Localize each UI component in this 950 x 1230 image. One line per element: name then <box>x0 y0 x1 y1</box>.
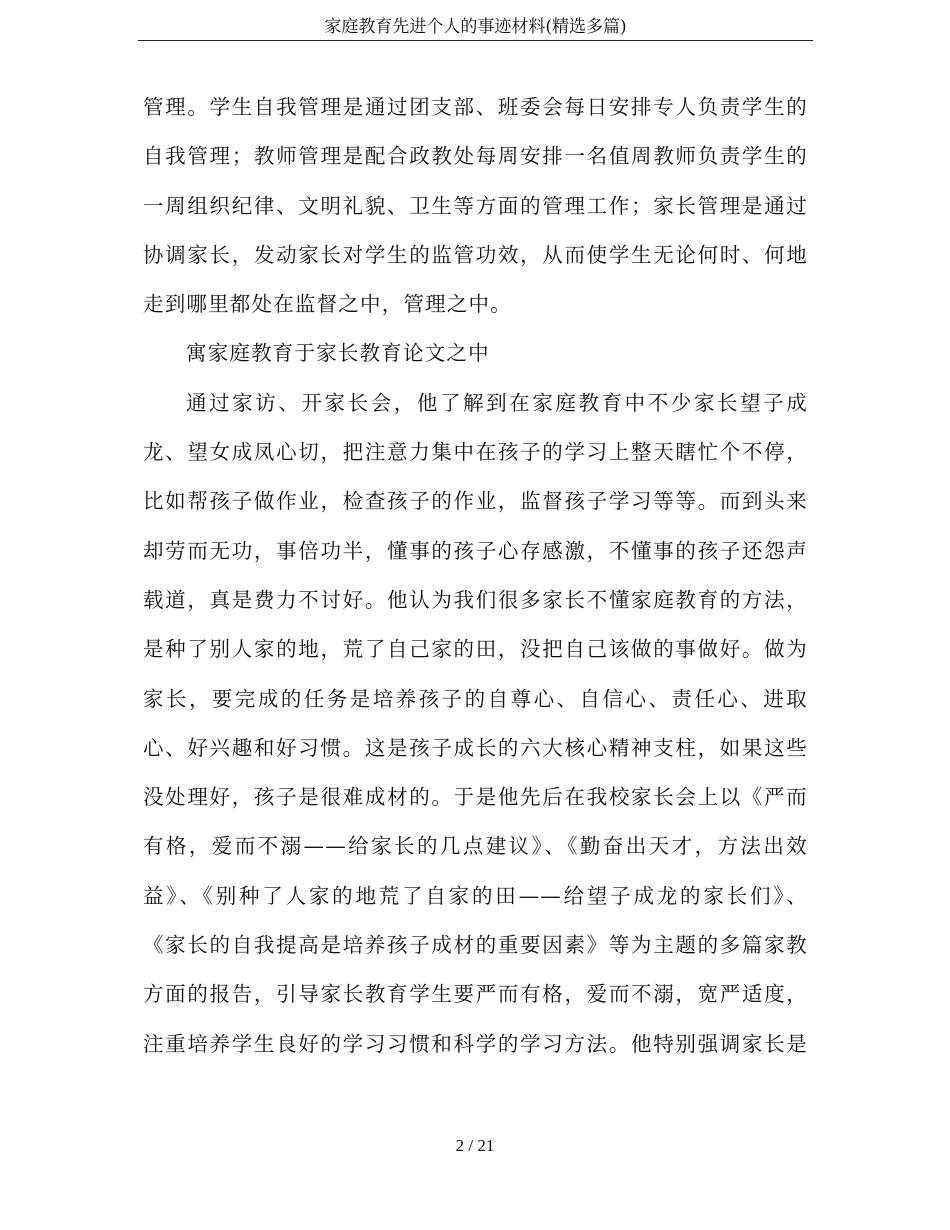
page-number: 2 / 21 <box>455 1136 495 1155</box>
body-line: 载道，真是费力不讨好。他认为我们很多家长不懂家庭教育的方法， <box>143 587 808 612</box>
body-line: 一周组织纪律、文明礼貌、卫生等方面的管理工作；家长管理是通过 <box>143 193 808 218</box>
body-line: 自我管理；教师管理是配合政教处每周安排一名值周教师负责学生的 <box>143 144 808 169</box>
body-line: 益》、《别种了人家的地荒了自家的田——给望子成龙的家长们》、 <box>143 883 808 908</box>
body-line: 注重培养学生良好的学习习惯和科学的学习方法。他特别强调家长是 <box>143 1031 808 1056</box>
body-line: 方面的报告，引导家长教育学生要严而有格，爱而不溺，宽严适度， <box>143 982 808 1007</box>
body-line: 有格，爱而不溺——给家长的几点建议》、《勤奋出天才，方法出效 <box>143 834 808 859</box>
page-header <box>138 14 813 41</box>
document-title: 家庭教育先进个人的事迹材料(精选多篇) <box>324 17 627 37</box>
body-line: 是种了别人家的地，荒了自己家的田，没把自己该做的事做好。做为 <box>143 637 808 662</box>
body-line: 管理。学生自我管理是通过团支部、班委会每日安排专人负责学生的 <box>143 95 808 119</box>
body-line: 比如帮孩子做作业，检查孩子的作业，监督孩子学习等等。而到头来 <box>143 489 808 514</box>
body-line: 协调家长，发动家长对学生的监管功效，从而使学生无论何时、何地 <box>143 242 808 267</box>
section-heading: 寓家庭教育于家长教育论文之中 <box>186 341 490 366</box>
page-footer <box>0 1136 950 1156</box>
body-line: 走到哪里都处在监督之中，管理之中。 <box>143 292 512 317</box>
body-line: 却劳而无功，事倍功半，懂事的孩子心存感激，不懂事的孩子还怨声 <box>143 538 808 563</box>
body-line: 心、好兴趣和好习惯。这是孩子成长的六大核心精神支柱，如果这些 <box>143 735 808 760</box>
document-body <box>143 89 808 1075</box>
body-line: 通过家访、开家长会，他了解到在家庭教育中不少家长望子成 <box>186 390 808 415</box>
body-line: 家长，要完成的任务是培养孩子的自尊心、自信心、责任心、进取 <box>143 686 808 711</box>
body-line: 龙、望女成凤心切，把注意力集中在孩子的学习上整天瞎忙个不停， <box>143 440 808 465</box>
body-line: 《家长的自我提高是培养孩子成材的重要因素》等为主题的多篇家教 <box>143 933 808 958</box>
body-line: 没处理好，孩子是很难成材的。于是他先后在我校家长会上以《严而 <box>143 785 808 810</box>
